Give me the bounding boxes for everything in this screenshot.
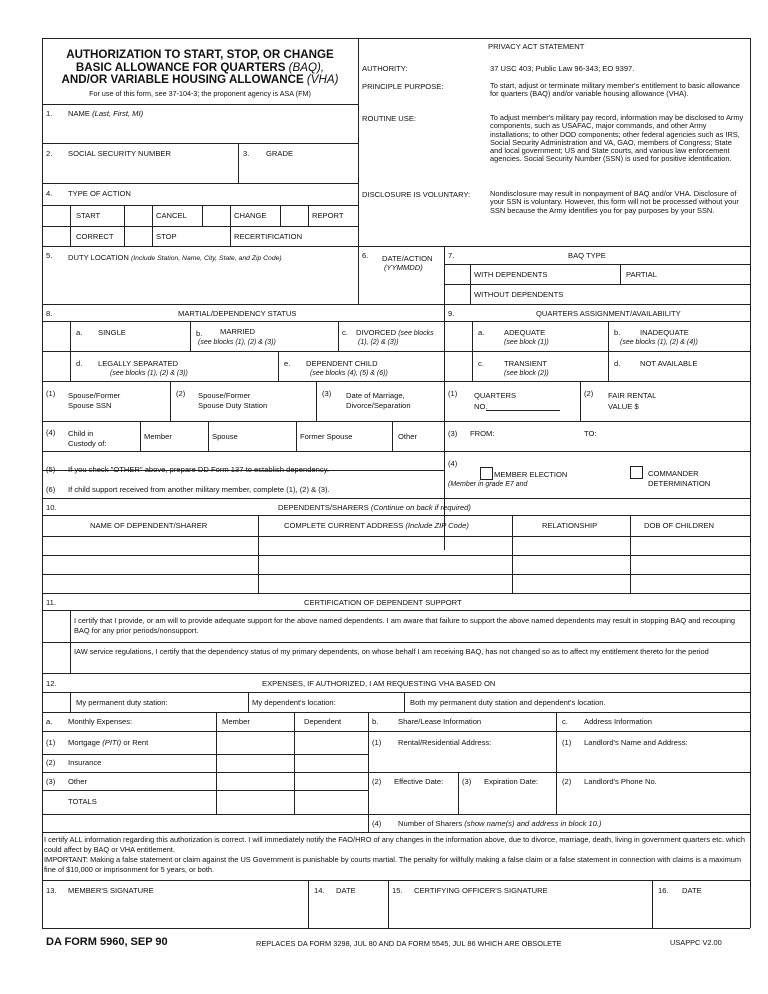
s3-label-b: Divorce/Separation [346,401,411,410]
col-dob: DOB OF CHILDREN [644,521,715,530]
legally-separated-hint: (see blocks (1), (2) & (3)) [110,370,188,377]
form-title [42,49,358,87]
legally-separated-label: LEGALLY SEPARATED [98,359,179,368]
expenses-label: EXPENSES, IF AUTHORIZED, I AM REQUESTING VHA BASED ON [262,679,496,688]
grade-label: GRADE [266,149,294,158]
ssn-label: SOCIAL SECURITY NUMBER [68,149,171,158]
s3-label-a: Date of Marriage, [346,391,405,400]
insurance-num: (2) [46,758,56,767]
from-label: FROM: [470,429,495,438]
s2-num: (2) [176,389,186,398]
dependent-location-label: My dependent's location: [252,698,336,707]
quarters-no-label-b: NO. [474,402,488,411]
landlord-phone-label: Landlord's Phone No. [584,777,657,786]
married-hint: (see blocks (1), (2) & (3)) [198,339,276,346]
duty-location-label: DUTY LOCATION (Include Station, Name, City, State, and Zip Code) [68,253,282,262]
name-label: NAME (Last, First, MI) [68,109,144,118]
privacy-heading: PRIVACY ACT STATEMENT [488,42,585,51]
legally-separated-num: d. [76,359,83,368]
col-address: COMPLETE CURRENT ADDRESS (Include ZIP Code) [284,521,469,530]
block10-num: 10. [46,503,57,512]
block5-num: 5. [46,251,53,260]
report-checkbox[interactable] [281,206,307,225]
member-date-field[interactable] [309,896,387,927]
other-label: Other [68,777,87,786]
rental-address-label: Rental/Residential Address: [398,738,492,747]
s2-label-a: Spouse/Former [198,391,251,400]
inadequate-num: b. [614,328,621,337]
q2-num: (2) [584,389,594,398]
type-of-action-label: TYPE OF ACTION [68,189,131,198]
sig14-num: 14. [314,886,325,895]
other-num: (3) [46,777,56,786]
officer-signature-field[interactable] [389,896,651,927]
start-label: START [76,211,101,220]
routine-text: To adjust member's military pay record, information may be disclosed to Army components, such as USAFAC, major commands, and other Army installations; to other DOD components; other federal agencies such as IRS, Social Security Administration and VA, GAO, members of Congress; State and local government; US and State courts, and various law enforcement agencies. Social Security Number (SSN) is used for positive identification. [490,113,744,164]
expiration-num: (3) [462,777,472,786]
s1-label-a: Spouse/Former [68,391,121,400]
address-info-label: Address Information [584,717,652,726]
effective-num: (2) [372,777,382,786]
sig16-num: 16. [658,886,669,895]
block4-num: 4. [46,189,53,198]
inadequate-label: INADEQUATE [640,328,689,337]
totals-label: TOTALS [68,797,97,806]
s3-num: (3) [322,389,332,398]
member-election-hint: (Member in grade E7 and [448,481,528,488]
dependent-child-label: DEPENDENT CHILD [306,359,378,368]
quarters-no-underline[interactable] [486,410,560,411]
cert-2-text: IAW service regulations, I certify that the dependency status of my primary dependents, on whose behalf I am receiving BAQ, has not changed so as to affect my entitlement thereto for the period [74,647,709,656]
recert-checkbox[interactable] [203,227,229,245]
s6-text: If child support received from another military member, complete (1), (2) & (3). [68,485,330,494]
divorced-hint: (1), (2) & (3)) [358,339,399,346]
insurance-label: Insurance [68,758,102,767]
stop-label: STOP [156,232,177,241]
sharers-num: (4) [372,819,382,828]
member-signature-field[interactable] [43,896,307,927]
adequate-checkbox[interactable] [445,322,471,350]
divorced-num: c. [342,328,348,337]
custody-spouse-label: Spouse [212,432,238,441]
inadequate-hint: (see blocks (1), (2) & (4)) [620,339,698,346]
s2-label-b: Spouse Duty Station [198,401,268,410]
s6-num: (6) [46,485,56,494]
dependent-child-hint: (see blocks (4), (5) & (6)) [310,370,388,377]
quarters-label: QUARTERS ASSIGNMENT/AVAILABILITY [536,309,681,318]
block7-num: 7. [448,251,455,260]
routine-label: ROUTINE USE: [362,114,417,123]
marital-status-label: MARTIAL/DEPENDENCY STATUS [178,309,297,318]
authority-text: 37 USC 403; Public Law 96-343; EO 9397. [490,64,635,73]
s4-label-b: Custody of: [68,439,107,448]
officer-signature-label: CERTIFYING OFFICER'S SIGNATURE [414,886,548,895]
member-date-label: DATE [336,886,356,895]
cancel-label: CANCEL [156,211,187,220]
adequate-hint: (see block (1)) [504,339,549,346]
adequate-num: a. [478,328,485,337]
cert-1-text: I certify that I provide, or am will to provide adequate support for the above named dependents. I am aware that failure to support the above named dependents may result in stopping BAQ and recouping BAQ for any prior periods/nonsupport. [74,616,736,635]
share-lease-num: b. [372,717,379,726]
expiration-date-label: Expiration Date: [484,777,539,786]
custody-other-label: Other [398,432,417,441]
col-relationship: RELATIONSHIP [542,521,598,530]
usappc-label: USAPPC V2.00 [670,938,722,947]
custody-former-label: Former Spouse [300,432,353,441]
adequate-label: ADEQUATE [504,328,546,337]
title-line-3: AND/OR VARIABLE HOUSING ALLOWANCE (VHA) [61,73,339,86]
monthly-label: Monthly Expenses: [68,717,133,726]
block9-num: 9. [448,309,455,318]
date-action-field[interactable] [359,274,443,303]
q1-num: (1) [448,389,458,398]
disclosure-label: DISCLOSURE IS VOLUNTARY: [362,190,471,199]
ssn-field[interactable] [43,160,237,182]
member-col-label: Member [222,717,250,726]
effective-date-label: Effective Date: [394,777,444,786]
single-checkbox[interactable] [43,322,69,350]
transient-num: c. [478,359,484,368]
recert-label: RECERTIFICATION [234,232,303,241]
block3-num: 3. [243,149,250,158]
single-num: a. [76,328,83,337]
change-checkbox[interactable] [203,206,229,225]
not-available-label: NOT AVAILABLE [640,359,698,368]
s5-text: If you check "OTHER" above, prepare DD Form 137 to establish dependency. [68,465,330,474]
cancel-checkbox[interactable] [125,206,151,225]
correct-label: CORRECT [76,232,114,241]
mortgage-label: Mortgage (PITI) or Rent [68,738,149,747]
report-label: REPORT [312,211,344,220]
authority-label: AUTHORITY: [362,64,408,73]
monthly-num: a. [46,717,53,726]
with-dependents-checkbox[interactable] [445,265,469,283]
single-label: SINGLE [98,328,126,337]
start-checkbox[interactable] [43,206,69,225]
grade-field[interactable] [239,160,357,182]
q4-num: (4) [448,459,458,468]
dependents-label: DEPENDENTS/SHARERS (Continue on back if required) [278,503,471,512]
date-action-label: DATE/ACTION [382,254,433,263]
landlord-phone-num: (2) [562,777,572,786]
replaces-note: REPLACES DA FORM 3298, JUL 80 AND DA FORM 5545, JUL 86 WHICH ARE OBSOLETE [256,939,562,948]
member-signature-label: MEMBER'S SIGNATURE [68,886,154,895]
baq-type-label: BAQ TYPE [568,251,606,260]
sig15-num: 15. [392,886,403,895]
member-election-label: MEMBER ELECTION [494,470,568,479]
block8-num: 8. [46,309,53,318]
share-lease-label: Share/Lease Information [398,717,482,726]
title-line-1: AUTHORIZATION TO START, STOP, OR CHANGE [66,48,334,61]
s1-num: (1) [46,389,56,398]
permanent-duty-checkbox[interactable] [43,693,69,711]
officer-date-field[interactable] [653,896,749,927]
transient-hint: (see block (2)) [504,370,549,377]
officer-date-label: DATE [682,886,702,895]
mortgage-num: (1) [46,738,56,747]
block1-num: 1. [46,109,53,118]
dependents-table-body[interactable] [43,537,749,592]
s1-label-b: Spouse SSN [68,401,112,410]
rental-num: (1) [372,738,382,747]
dependent-col-label: Dependent [304,717,342,726]
address-info-num: c. [562,717,568,726]
sig13-num: 13. [46,886,57,895]
landlord-name-num: (1) [562,738,572,747]
both-location-checkbox[interactable] [370,693,403,711]
q3-num: (3) [448,429,458,438]
married-label: MARRIED [220,327,256,336]
purpose-text: To start, adjust or terminate military member's entitlement to basic allowance for quarters (BAQ) and/or variable housing allowance (VHA). [490,81,740,99]
without-dependents-label: WITHOUT DEPENDENTS [474,290,564,299]
member-election-checkbox[interactable] [480,467,493,480]
commander-label-2: DETERMINATION [648,479,711,488]
duty-location-field[interactable] [43,265,357,303]
fair-rental-label-a: FAIR RENTAL [608,391,657,400]
block6-num: 6. [362,251,369,260]
dependent-location-checkbox[interactable] [216,693,247,711]
disclosure-text: Nondisclosure may result in nonpayment of BAQ and/or VHA. Disclosure of your SSN is voluntary. However, this form will not be processed without your SSN because the Army identifies you for pay purposes by your SSN. [490,189,739,215]
sharers-label: Number of Sharers (show name(s) and address in block 10.) [398,819,602,828]
married-num: b. [196,329,203,338]
with-dependents-label: WITH DEPENDENTS [474,270,548,279]
purpose-label: PRINCIPLE PURPOSE: [362,82,444,91]
without-dependents-checkbox[interactable] [445,285,469,303]
quarters-no-label-a: QUARTERS [474,391,517,400]
form-use-note: For use of this form, see 37-104-3; the proponent agency is ASA (FM) [89,89,311,98]
s4-label-a: Child in [68,429,94,438]
name-field[interactable] [43,120,357,142]
block2-num: 2. [46,149,53,158]
dependent-child-num: e. [284,359,291,368]
legally-separated-checkbox[interactable] [43,352,69,380]
block11-num: 11. [46,598,56,607]
s5-num: (5) [46,465,56,474]
form-id: DA FORM 5960, SEP 90 [46,936,168,948]
date-action-hint: (YYMMDD) [384,263,423,272]
block12-num: 12. [46,679,57,688]
important-statement: IMPORTANT: Making a false statement or claim against the US Government is punishable by courts martial. The penalty for willfully making a false claim or a false statement in connection with claims is a maximum fine of $10,000 or imprisonment for 5 years, or both. [44,855,742,874]
landlord-name-label: Landlord's Name and Address: [584,738,688,747]
cert-1-checkbox[interactable] [43,611,69,641]
s4-num: (4) [46,428,56,437]
correct-checkbox[interactable] [43,227,69,245]
partial-label: PARTIAL [626,270,657,279]
commander-label-1: COMMANDER [648,469,699,478]
transient-checkbox[interactable] [445,352,471,380]
both-location-label: Both my permanent duty station and dependent's location. [410,698,606,707]
divorced-label: DIVORCED (see blocks [356,328,434,337]
fair-rental-label-b: VALUE $ [608,402,639,411]
permanent-duty-label: My permanent duty station: [76,698,168,707]
certify-statement: I certify ALL information regarding this authorization is correct. I will immediately notify the FAO/HRO of any changes in the information above, due to divorce, marriage, death, living in government quarters etc. which could affect by BAQ or VHA entitlement. [44,835,745,854]
title-line-2: BASIC ALLOWANCE FOR QUARTERS (BAQ), [75,60,325,74]
cert-dependent-support-label: CERTIFICATION OF DEPENDENT SUPPORT [304,598,462,607]
to-label: TO: [584,429,597,438]
commander-determination-checkbox[interactable] [630,466,643,479]
not-available-num: d. [614,359,621,368]
cert-2-checkbox[interactable] [43,643,69,672]
change-label: CHANGE [234,211,267,220]
transient-label: TRANSIENT [504,359,548,368]
stop-checkbox[interactable] [125,227,151,245]
custody-member-label: Member [144,432,172,441]
col-name: NAME OF DEPENDENT/SHARER [90,521,208,530]
